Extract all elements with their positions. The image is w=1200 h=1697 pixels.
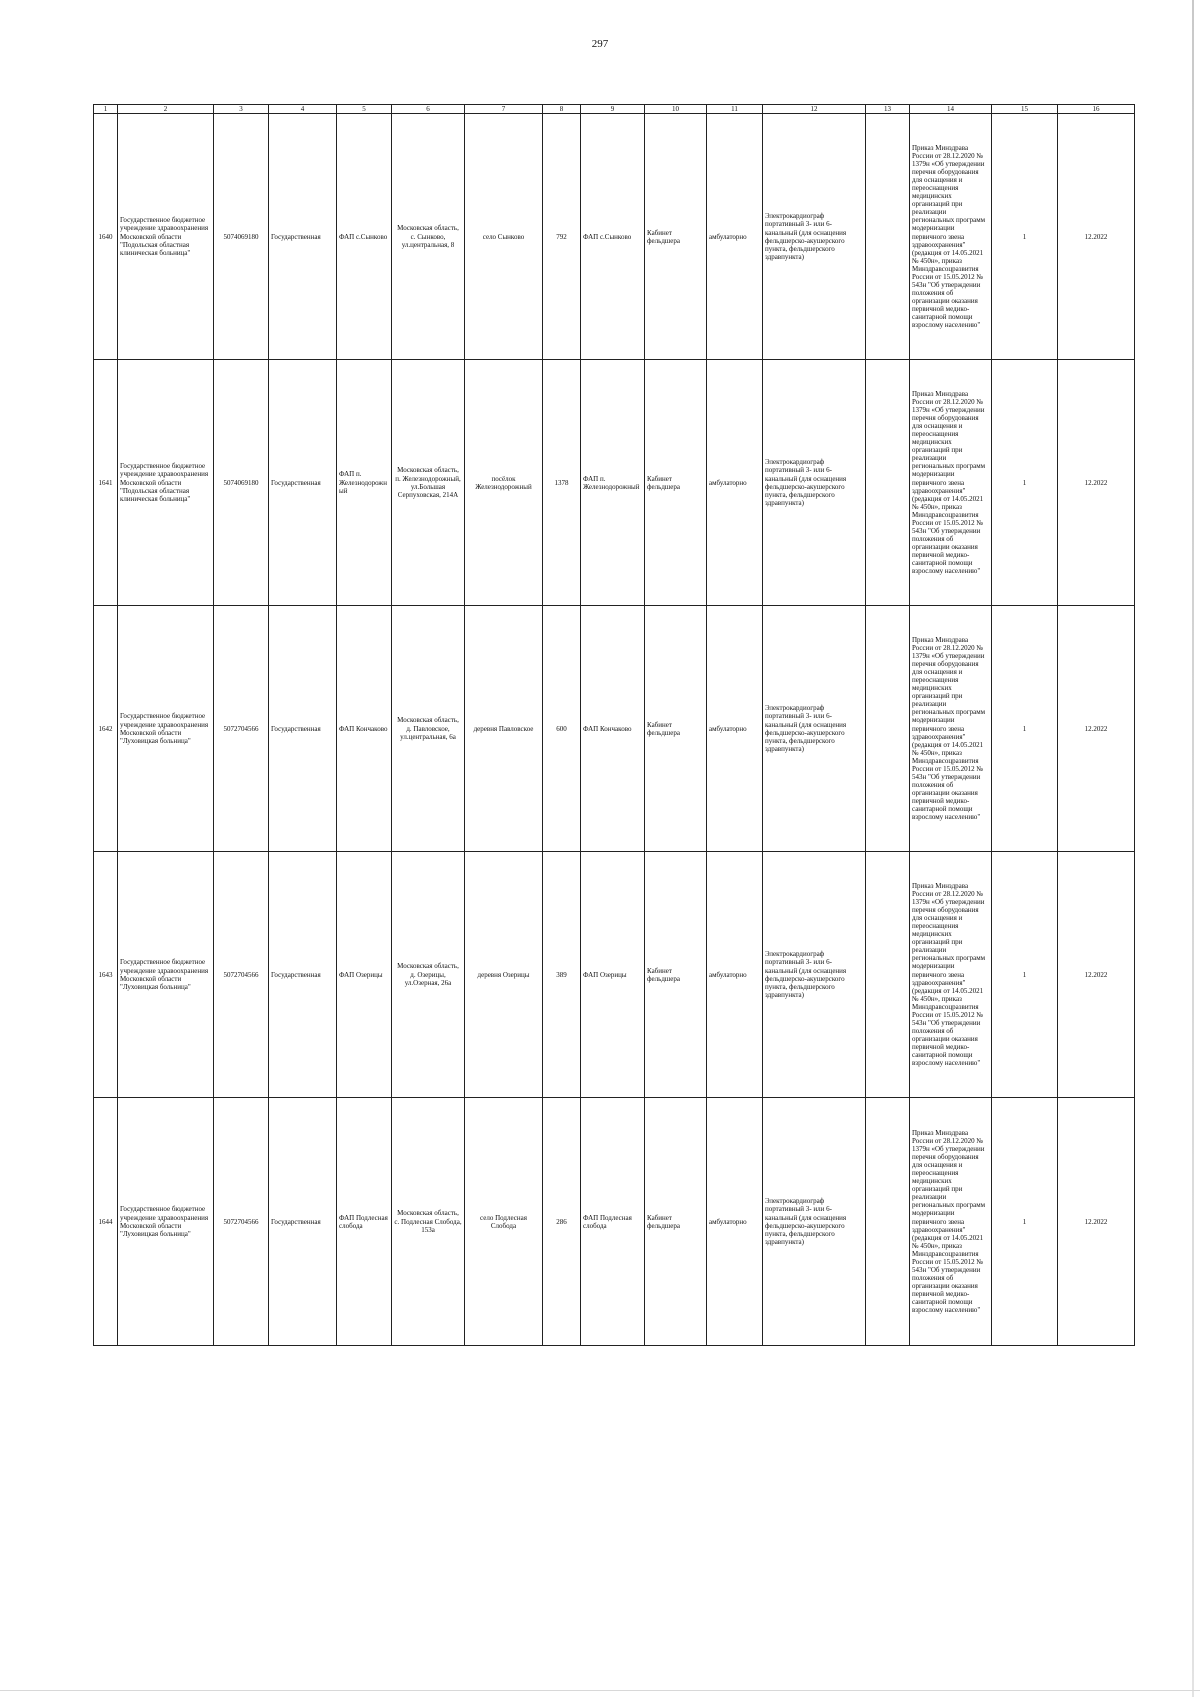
care-type: амбулаторно [707, 852, 763, 1098]
unit: ФАП Подлесная слобода [581, 1098, 645, 1346]
row-number: 1644 [94, 1098, 118, 1346]
quantity: 1 [992, 360, 1058, 606]
room: Кабинет фельдшера [645, 1098, 707, 1346]
column-header: 5 [337, 105, 392, 114]
legal-basis: Приказ Минздрава России от 28.12.2020 № 1379н «Об утверждении перечня оборудования для оснащения и переоснащения медицинских организаций при реализации региональных программ модернизации первичного звена здравоохранения"(редакция от 14.05.2021 № 450н», приказ Минздравсоцразвития России от 15.05.2012 № 543н "Об утверждении положения об организации оказания первичной медико-санитарной помощи взрослому населению" [910, 360, 992, 606]
institution-name: Государственное бюджетное учреждение здравоохранения Московской области "Луховицкая больница" [118, 606, 214, 852]
equipment: Электрокардиограф портативный 3- или 6-канальный (для оснащения фельдшерско-акушерского пункта, фельдшерского здравпункта) [763, 606, 866, 852]
column-header: 11 [707, 105, 763, 114]
column-header: 16 [1058, 105, 1135, 114]
population: 792 [543, 114, 581, 360]
locality: деревня Озерицы [465, 852, 543, 1098]
institution-name: Государственное бюджетное учреждение здравоохранения Московской области "Подольская областная клиническая больница" [118, 360, 214, 606]
table-row [94, 360, 1135, 606]
column-header: 12 [763, 105, 866, 114]
institution-name: Государственное бюджетное учреждение здравоохранения Московской области "Подольская областная клиническая больница" [118, 114, 214, 360]
row-number: 1641 [94, 360, 118, 606]
table-row [94, 114, 1135, 360]
scan-edge-bottom [0, 1690, 1200, 1691]
column-header: 2 [118, 105, 214, 114]
room: Кабинет фельдшера [645, 114, 707, 360]
population: 600 [543, 606, 581, 852]
equipment: Электрокардиограф портативный 3- или 6-канальный (для оснащения фельдшерско-акушерского пункта, фельдшерского здравпункта) [763, 1098, 866, 1346]
due-date: 12.2022 [1058, 852, 1135, 1098]
unit: ФАП с.Сынково [581, 114, 645, 360]
legal-basis: Приказ Минздрава России от 28.12.2020 № 1379н «Об утверждении перечня оборудования для оснащения и переоснащения медицинских организаций при реализации региональных программ модернизации первичного звена здравоохранения"(редакция от 14.05.2021 № 450н», приказ Минздравсоцразвития России от 15.05.2012 № 543н "Об утверждении положения об организации оказания первичной медико-санитарной помощи взрослому населению" [910, 114, 992, 360]
ownership-form: Государственная [269, 606, 337, 852]
legal-basis: Приказ Минздрава России от 28.12.2020 № 1379н «Об утверждении перечня оборудования для оснащения и переоснащения медицинских организаций при реализации региональных программ модернизации первичного звена здравоохранения"(редакция от 14.05.2021 № 450н», приказ Минздравсоцразвития России от 15.05.2012 № 543н "Об утверждении положения об организации оказания первичной медико-санитарной помощи взрослому населению" [910, 606, 992, 852]
column-13-cell [866, 114, 910, 360]
address: Московская область, с. Подлесная Слобода, 153а [392, 1098, 465, 1346]
room: Кабинет фельдшера [645, 852, 707, 1098]
due-date: 12.2022 [1058, 114, 1135, 360]
column-header: 13 [866, 105, 910, 114]
quantity: 1 [992, 852, 1058, 1098]
locality: посёлок Железнодорожный [465, 360, 543, 606]
locality: деревня Павловское [465, 606, 543, 852]
unit: ФАП п. Железнодорожный [581, 360, 645, 606]
quantity: 1 [992, 114, 1058, 360]
page-number: 297 [591, 38, 609, 50]
inn: 5074069180 [214, 360, 269, 606]
locality: село Подлесная Слобода [465, 1098, 543, 1346]
inn: 5072704566 [214, 852, 269, 1098]
equipment: Электрокардиограф портативный 3- или 6-канальный (для оснащения фельдшерско-акушерского пункта, фельдшерского здравпункта) [763, 114, 866, 360]
column-13-cell [866, 1098, 910, 1346]
column-13-cell [866, 852, 910, 1098]
unit-name: ФАП Озерицы [337, 852, 392, 1098]
unit-name: ФАП Кончаково [337, 606, 392, 852]
ownership-form: Государственная [269, 360, 337, 606]
inn: 5072704566 [214, 1098, 269, 1346]
care-type: амбулаторно [707, 606, 763, 852]
scan-edge-right [1192, 0, 1194, 1697]
column-header: 14 [910, 105, 992, 114]
row-number: 1642 [94, 606, 118, 852]
due-date: 12.2022 [1058, 360, 1135, 606]
institution-name: Государственное бюджетное учреждение здравоохранения Московской области "Луховицкая больница" [118, 852, 214, 1098]
unit: ФАП Озерицы [581, 852, 645, 1098]
equipment: Электрокардиограф портативный 3- или 6-канальный (для оснащения фельдшерско-акушерского пункта, фельдшерского здравпункта) [763, 360, 866, 606]
quantity: 1 [992, 1098, 1058, 1346]
unit-name: ФАП с.Сынково [337, 114, 392, 360]
column-number-row [94, 105, 1135, 114]
equipment-registry-table [93, 104, 1135, 1346]
column-header: 7 [465, 105, 543, 114]
address: Московская область, с. Сынково, ул.центральная, 8 [392, 114, 465, 360]
column-header: 10 [645, 105, 707, 114]
ownership-form: Государственная [269, 1098, 337, 1346]
locality: село Сынково [465, 114, 543, 360]
column-header: 1 [94, 105, 118, 114]
table-row [94, 606, 1135, 852]
quantity: 1 [992, 606, 1058, 852]
column-header: 15 [992, 105, 1058, 114]
inn: 5074069180 [214, 114, 269, 360]
inn: 5072704566 [214, 606, 269, 852]
column-13-cell [866, 360, 910, 606]
column-13-cell [866, 606, 910, 852]
column-header: 3 [214, 105, 269, 114]
column-header: 9 [581, 105, 645, 114]
population: 389 [543, 852, 581, 1098]
row-number: 1640 [94, 114, 118, 360]
due-date: 12.2022 [1058, 606, 1135, 852]
population: 286 [543, 1098, 581, 1346]
room: Кабинет фельдшера [645, 360, 707, 606]
table-row [94, 852, 1135, 1098]
unit-name: ФАП Подлесная слобода [337, 1098, 392, 1346]
address: Московская область, п. Железнодорожный, ул.Большая Серпуховская, 214А [392, 360, 465, 606]
ownership-form: Государственная [269, 114, 337, 360]
care-type: амбулаторно [707, 114, 763, 360]
legal-basis: Приказ Минздрава России от 28.12.2020 № 1379н «Об утверждении перечня оборудования для оснащения и переоснащения медицинских организаций при реализации региональных программ модернизации первичного звена здравоохранения"(редакция от 14.05.2021 № 450н», приказ Минздравсоцразвития России от 15.05.2012 № 543н "Об утверждении положения об организации оказания первичной медико-санитарной помощи взрослому населению" [910, 852, 992, 1098]
due-date: 12.2022 [1058, 1098, 1135, 1346]
unit-name: ФАП п. Железнодорожный [337, 360, 392, 606]
care-type: амбулаторно [707, 360, 763, 606]
table-row [94, 1098, 1135, 1346]
institution-name: Государственное бюджетное учреждение здравоохранения Московской области "Луховицкая больница" [118, 1098, 214, 1346]
column-header: 8 [543, 105, 581, 114]
column-header: 6 [392, 105, 465, 114]
room: Кабинет фельдшера [645, 606, 707, 852]
address: Московская область, д. Павловское, ул.центральная, 6а [392, 606, 465, 852]
address: Московская область, д. Озерицы, ул.Озерная, 26а [392, 852, 465, 1098]
equipment: Электрокардиограф портативный 3- или 6-канальный (для оснащения фельдшерско-акушерского пункта, фельдшерского здравпункта) [763, 852, 866, 1098]
column-header: 4 [269, 105, 337, 114]
ownership-form: Государственная [269, 852, 337, 1098]
row-number: 1643 [94, 852, 118, 1098]
population: 1378 [543, 360, 581, 606]
care-type: амбулаторно [707, 1098, 763, 1346]
legal-basis: Приказ Минздрава России от 28.12.2020 № 1379н «Об утверждении перечня оборудования для оснащения и переоснащения медицинских организаций при реализации региональных программ модернизации первичного звена здравоохранения"(редакция от 14.05.2021 № 450н», приказ Минздравсоцразвития России от 15.05.2012 № 543н "Об утверждении положения об организации оказания первичной медико-санитарной помощи взрослому населению" [910, 1098, 992, 1346]
unit: ФАП Кончаково [581, 606, 645, 852]
